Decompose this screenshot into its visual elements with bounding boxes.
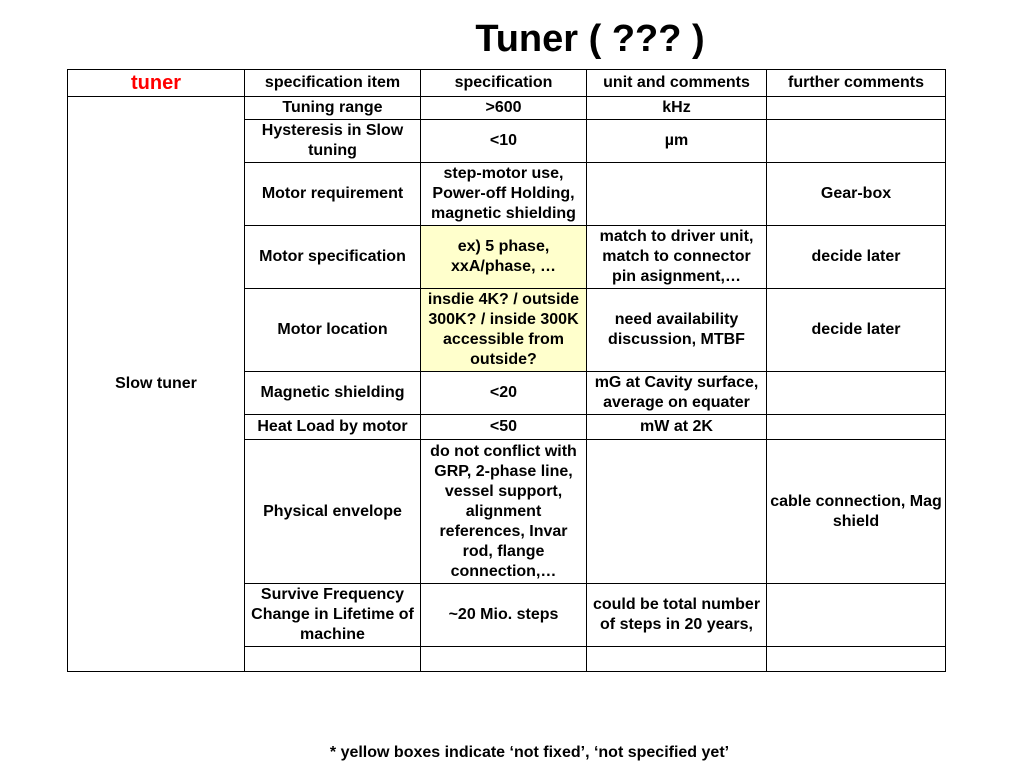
cell-item: Magnetic shielding (245, 372, 421, 415)
cell-item: Hysteresis in Slow tuning (245, 120, 421, 163)
cell-item: Physical envelope (245, 440, 421, 584)
cell-item: Motor requirement (245, 163, 421, 226)
cell-item: Survive Frequency Change in Lifetime of machine (245, 584, 421, 647)
cell-spec: <50 (421, 415, 587, 440)
header-spec: specification (421, 70, 587, 97)
cell-spec: ~20 Mio. steps (421, 584, 587, 647)
cell-spec: >600 (421, 97, 587, 120)
cell-item: Motor location (245, 289, 421, 372)
cell-item: Heat Load by motor (245, 415, 421, 440)
cell-further (767, 647, 946, 672)
group-label: Slow tuner (68, 97, 245, 672)
cell-unit (587, 163, 767, 226)
cell-unit: kHz (587, 97, 767, 120)
cell-unit: mG at Cavity surface, average on equater (587, 372, 767, 415)
cell-spec: step-motor use, Power-off Holding, magnetic shielding (421, 163, 587, 226)
cell-further (767, 372, 946, 415)
cell-spec (421, 647, 587, 672)
cell-unit: could be total number of steps in 20 years, (587, 584, 767, 647)
cell-further (767, 120, 946, 163)
corner-label: tuner (68, 70, 245, 97)
cell-further: Gear-box (767, 163, 946, 226)
cell-further (767, 584, 946, 647)
cell-further: cable connection, Mag shield (767, 440, 946, 584)
spec-table (67, 69, 946, 672)
cell-spec-not-fixed: insdie 4K? / outside 300K? / inside 300K accessible from outside? (421, 289, 587, 372)
cell-spec: do not conflict with GRP, 2-phase line, vessel support, alignment references, Invar rod, flange connection,… (421, 440, 587, 584)
cell-further (767, 415, 946, 440)
cell-item: Tuning range (245, 97, 421, 120)
header-spec-item: specification item (245, 70, 421, 97)
cell-unit: mW at 2K (587, 415, 767, 440)
cell-further: decide later (767, 289, 946, 372)
cell-spec: <10 (421, 120, 587, 163)
cell-spec: <20 (421, 372, 587, 415)
cell-further (767, 97, 946, 120)
cell-spec-not-fixed: ex) 5 phase, xxA/phase, … (421, 226, 587, 289)
header-unit: unit and comments (587, 70, 767, 97)
cell-further: decide later (767, 226, 946, 289)
table-row (68, 97, 946, 120)
cell-item: Motor specification (245, 226, 421, 289)
cell-unit: match to driver unit, match to connector pin asignment,… (587, 226, 767, 289)
footnote: * yellow boxes indicate ‘not fixed’, ‘not specified yet’ (329, 744, 730, 761)
cell-unit (587, 647, 767, 672)
cell-item (245, 647, 421, 672)
header-row (68, 70, 946, 97)
cell-unit (587, 440, 767, 584)
cell-unit: need availability discussion, MTBF (587, 289, 767, 372)
page-title: Tuner ( ??? ) (475, 18, 705, 60)
cell-unit: µm (587, 120, 767, 163)
header-further: further comments (767, 70, 946, 97)
